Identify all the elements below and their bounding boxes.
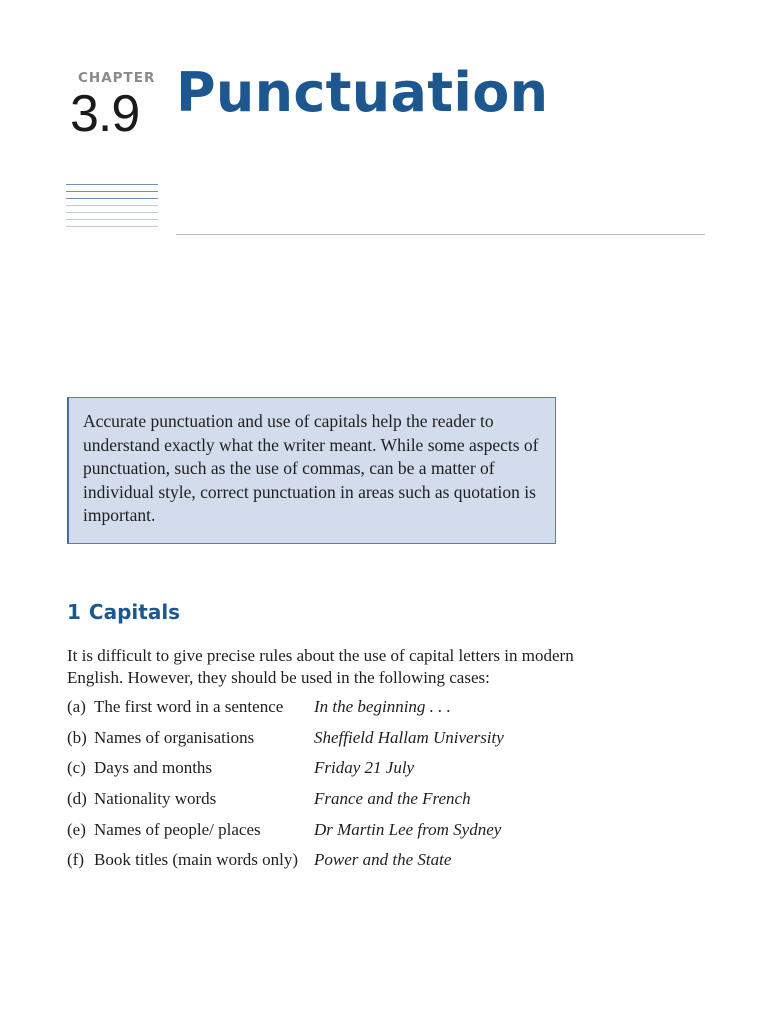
item-case: Nationality words — [94, 789, 217, 809]
section-title: Capitals — [88, 600, 181, 624]
list-item — [67, 696, 587, 727]
item-example: In the beginning . . . — [314, 697, 451, 716]
section-number: 1 — [67, 600, 81, 624]
list-item — [67, 819, 587, 850]
item-marker: (f) — [67, 850, 84, 870]
list-item — [67, 849, 587, 880]
item-marker: (e) — [67, 819, 86, 839]
item-marker: (c) — [67, 758, 86, 778]
item-example: Dr Martin Lee from Sydney — [314, 819, 502, 839]
item-case: Names of organisations — [94, 727, 255, 747]
item-example: Friday 21 July — [314, 758, 415, 778]
item-example: Sheffield Hallam University — [314, 727, 504, 747]
item-case: Days and months — [94, 758, 213, 778]
list-item — [67, 788, 587, 819]
item-case: Names of people/ places — [94, 819, 261, 839]
item-case: The first word in a sentence — [94, 697, 284, 716]
item-example: Power and the State — [314, 850, 452, 870]
intro-text: Accurate punctuation and use of capitals help the reader to understand exactly what the writer meant. While some aspects of punctuation, such as the use of commas, can be a matter of individual style, correct punctuation in areas such as quotation is important. — [83, 411, 539, 526]
title-divider — [176, 234, 705, 235]
item-marker: (b) — [67, 727, 87, 747]
item-example: France and the French — [314, 789, 471, 809]
capitals-list — [67, 696, 587, 880]
item-marker: (a) — [67, 697, 86, 716]
section-heading — [67, 600, 180, 624]
chapter-number: 3.9 — [70, 85, 140, 143]
list-item — [67, 727, 587, 758]
item-marker: (d) — [67, 789, 87, 809]
intro-box — [67, 397, 556, 544]
chapter-label: CHAPTER — [78, 70, 156, 86]
chapter-title: Punctuation — [176, 61, 549, 124]
list-item — [67, 757, 587, 788]
section-paragraph: It is difficult to give precise rules about the use of capital letters in modern English. However, they should be used in the following cases: — [67, 646, 574, 687]
decorative-stripes — [66, 184, 158, 233]
item-case: Book titles (main words only) — [94, 850, 298, 870]
